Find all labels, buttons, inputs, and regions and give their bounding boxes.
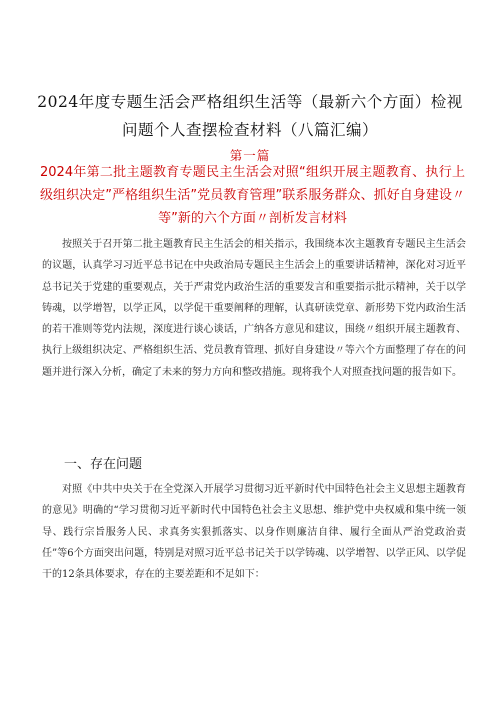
section-heading: 一、存在问题 xyxy=(64,457,143,472)
part-label: 第一篇 xyxy=(229,148,271,163)
section-paragraph: 对照《中共中央关于在全党深入开展学习贯彻习近平新时代中国特色社会主义思想主题教育的意见》明确的“学习贯彻习近平新时代中国特色社会主义思想、维护党中央权威和集中统一领导、践行宗旨服务人民、求真务实狠抓落实、以身作则廉洁自律、履行全面从严治党政治责任”等6个方面突出问题，特别是对照习近平总书记关于以学铸魂、以学增智、以学正风、以学促干的12条具体要求，存在的主要差距和不足如下： xyxy=(42,484,466,581)
article-subtitle: 2024年第二批主题教育专题民主生活会对照“组织开展主题教育、执行上级组织决定”严格组织生活”党员教育管理”联系服务群众、抓好自身建设〃等”新的六个方面〃剖析发言材料 xyxy=(40,165,465,226)
intro-paragraph: 按照关于召开第二批主题教育民主生活会的相关指示，我围绕本次主题教育专题民主生活会的议题，认真学习习近平总书记在中央政治局专题民主生活会上的重要讲话精神，深化对习近平总书记关于党建的重要观点，关于严肃党内政治生活的重要发言和重要指示批示精神，关于以学铸魂，以学增智，以学正风，以学促干重要阐释的理解，认真研读党章、新形势下党内政治生活的若干准则等党内法规，深度进行谈心谈话，广纳各方意见和建议，围绕〃组织开展主题教育、执行上级组织决定、严格组织生活、党员教育管理、抓好自身建设〃等六个方面整理了存在的问题并进行深入分析，确定了未来的努力方向和整改措施。现将我个人对照查找问题的报告如下。 xyxy=(42,239,466,378)
document-title: 2024年度专题生活会严格组织生活等（最新六个方面）检视问题个人查摆检查材料（八篇汇编） xyxy=(37,93,463,139)
